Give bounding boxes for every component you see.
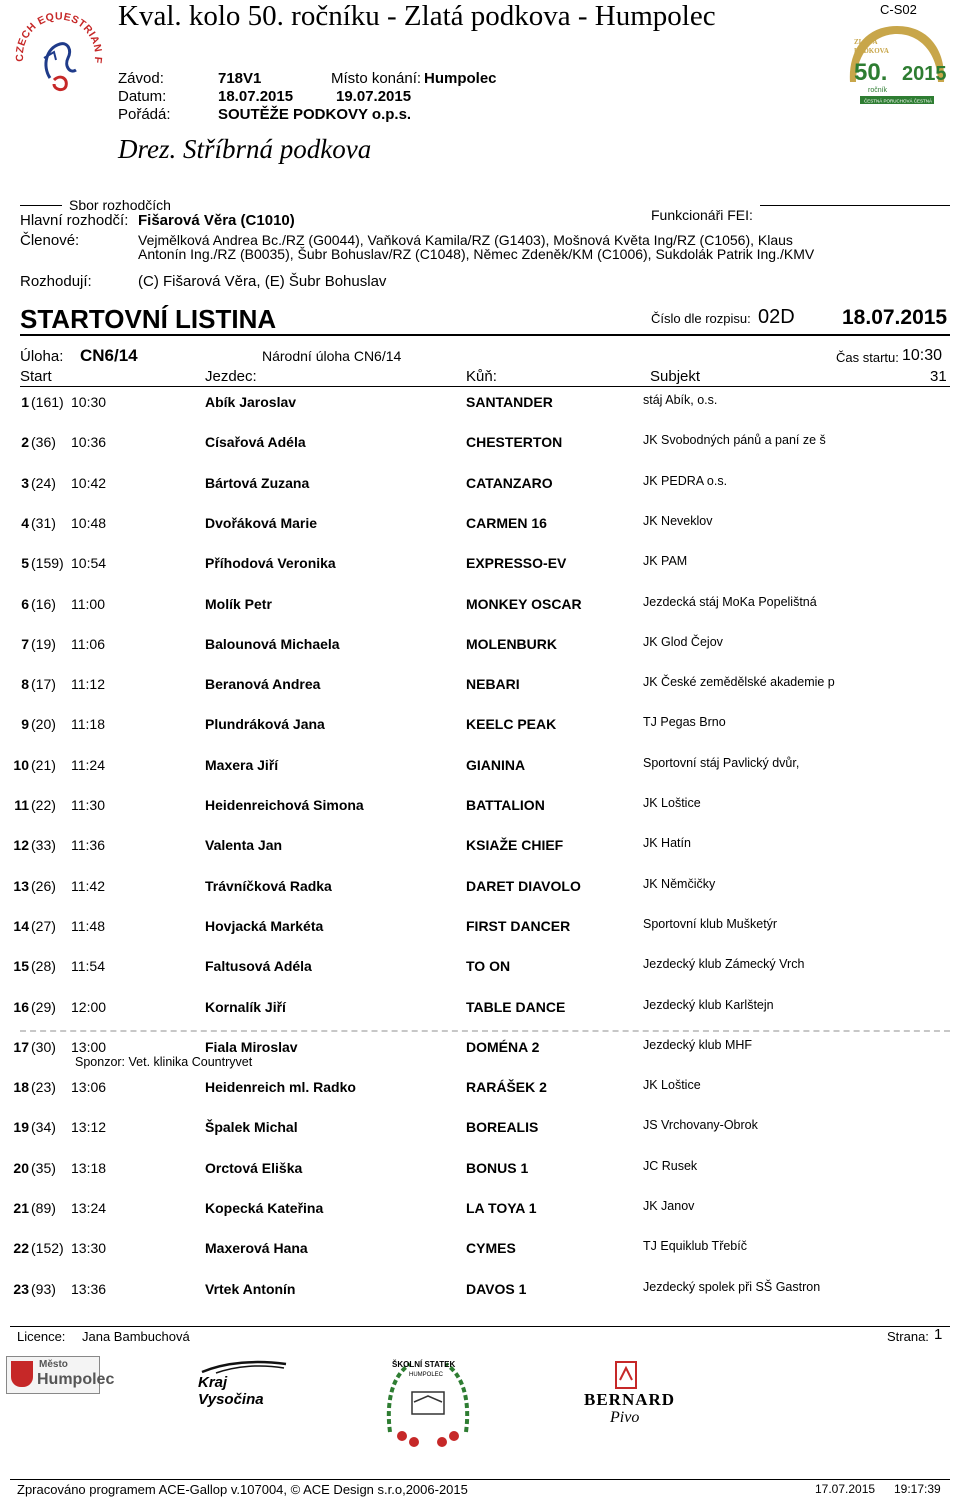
entry-rider: Valenta Jan (205, 837, 283, 853)
entry-horse: TO ON (466, 958, 511, 974)
table-row (0, 634, 960, 674)
entry-number: 18 (13, 1079, 29, 1095)
entry-time: 13:12 (71, 1119, 107, 1135)
entry-bib: (30) (31, 1039, 56, 1055)
col-start: Start (20, 368, 52, 385)
entry-time: 11:24 (71, 757, 105, 773)
table-row (0, 1238, 960, 1278)
entry-rider: Orctová Eliška (205, 1160, 303, 1176)
entry-rider: Špalek Michal (205, 1119, 298, 1135)
list-title: STARTOVNÍ LISTINA (20, 304, 277, 334)
entry-number: 12 (13, 837, 29, 853)
entry-rider: Plundráková Jana (205, 716, 325, 732)
entry-number: 19 (13, 1119, 29, 1135)
skolni-statek-sub: HUMPOLEC (409, 1372, 444, 1378)
entry-club: Sportovní klub Mušketýr (643, 917, 778, 931)
entry-horse: DOMÉNA 2 (466, 1039, 540, 1055)
table-row (0, 674, 960, 714)
entry-bib: (17) (31, 676, 56, 692)
table-row (0, 513, 960, 553)
table-row (0, 795, 960, 835)
entry-club: JK PEDRA o.s. (643, 474, 728, 488)
entry-club: Jezdecký klub Zámecký Vrch (643, 957, 805, 971)
datum-to: 19.07.2015 (336, 88, 412, 105)
entry-club: JS Vrchovany-Obrok (643, 1118, 758, 1132)
misto-label: Místo konání: (331, 70, 422, 87)
entry-horse: LA TOYA 1 (466, 1200, 537, 1216)
vysocina-logo (196, 1360, 290, 1408)
entry-rider: Vrtek Antonín (205, 1281, 296, 1297)
entry-time: 10:42 (71, 475, 107, 491)
members-line2: Antonín Ing./RZ (B0035), Šubr Bohuslav/RZ (C1048), Němec Zdeněk/KM (C1006), Sukdolák Patrik Ing./KMV (138, 246, 815, 262)
print-time: 19:17:39 (894, 1482, 941, 1496)
entry-bib: (29) (31, 999, 56, 1015)
entry-sponsor: Sponzor: Vet. klinika Countryvet (75, 1055, 253, 1069)
list-header-divider (20, 334, 950, 336)
entry-club: JK Janov (643, 1199, 695, 1213)
table-row (0, 1077, 960, 1117)
entry-bib: (24) (31, 475, 56, 491)
col-rider: Jezdec: (205, 368, 257, 385)
datum-label: Datum: (118, 88, 167, 105)
entry-bib: (159) (31, 555, 64, 571)
entry-club: Jezdecký klub Karlštejn (643, 998, 774, 1012)
chief-judge-value: Fišarová Věra (C1010) (138, 212, 295, 229)
table-row (0, 392, 960, 432)
entry-time: 13:30 (71, 1240, 107, 1256)
entry-time: 13:18 (71, 1160, 107, 1176)
entry-rider: Dvořáková Marie (205, 515, 318, 531)
bernard-crest-icon (580, 1360, 672, 1390)
table-row (0, 1198, 960, 1238)
entry-number: 14 (13, 918, 29, 934)
entry-club: JK PAM (643, 554, 688, 568)
entry-horse: MONKEY OSCAR (466, 596, 582, 612)
entry-number: 7 (21, 636, 29, 652)
entry-horse: KSIAŽE CHIEF (466, 837, 564, 853)
entry-time: 11:12 (71, 676, 105, 692)
cislo-value: 02D (758, 306, 795, 328)
entry-horse: BOREALIS (466, 1119, 539, 1135)
table-row (0, 473, 960, 513)
entry-time: 13:36 (71, 1281, 107, 1297)
humpolec-logo (6, 1356, 115, 1394)
entry-rider: Molík Petr (205, 596, 272, 612)
entry-rider: Kornalík Jiří (205, 999, 286, 1015)
porada-value: SOUTĚŽE PODKOVY o.p.s. (218, 106, 412, 123)
entry-club: JK České zemědělské akademie p (643, 675, 835, 689)
uloha-desc: Národní úloha CN6/14 (262, 348, 402, 364)
entry-horse: MOLENBURK (466, 636, 557, 652)
entry-bib: (19) (31, 636, 56, 652)
skolni-statek-logo (382, 1352, 474, 1450)
entry-horse: CARMEN 16 (466, 515, 547, 531)
members-line1: Vejmělková Andrea Bc./RZ (G0044), Vaňková Kamila/RZ (G1403), Mošnová Květa Ing/RZ (C1056), Klaus (138, 232, 793, 248)
vysocina-logo-text: Kraj Vysočina (198, 1374, 264, 1408)
entry-horse: SANTANDER (466, 394, 553, 410)
table-row (0, 553, 960, 593)
entry-bib: (28) (31, 958, 56, 974)
col-horse: Kůň: (466, 368, 497, 385)
entry-rider: Příhodová Veronika (205, 555, 336, 571)
entry-bib: (34) (31, 1119, 56, 1135)
entry-rider: Císařová Adéla (205, 434, 306, 450)
licence-label: Licence: (17, 1329, 66, 1344)
fei-label: Funkcionáři FEI: (651, 207, 753, 223)
uloha-value: CN6/14 (80, 346, 138, 365)
entry-time: 10:30 (71, 394, 107, 410)
datum-from: 18.07.2015 (218, 88, 294, 105)
entry-horse: BATTALION (466, 797, 545, 813)
page-title: Kval. kolo 50. ročníku - Zlatá podkova - Humpolec (118, 0, 716, 32)
table-row (0, 755, 960, 795)
entry-bib: (93) (31, 1281, 56, 1297)
entry-horse: GIANINA (466, 757, 526, 773)
table-row (0, 1279, 960, 1319)
federation-logo (10, 8, 106, 104)
misto-value: Humpolec (424, 70, 497, 87)
entry-bib: (33) (31, 837, 56, 853)
footer-divider (10, 1326, 950, 1327)
table-row (0, 432, 960, 472)
licence-value: Jana Bambuchová (82, 1329, 190, 1344)
entry-number: 10 (13, 757, 29, 773)
chief-judge-label: Hlavní rozhodčí: (20, 212, 129, 229)
entry-number: 13 (13, 878, 29, 894)
entry-number: 11 (14, 797, 29, 813)
event-logo-number: 50. (854, 59, 888, 86)
entry-club: Jezdecký klub MHF (643, 1038, 753, 1052)
break-separator (20, 1030, 950, 1032)
entry-club: JK Svobodných pánů a paní ze š (643, 433, 826, 447)
table-row (0, 714, 960, 754)
entry-horse: CHESTERTON (466, 434, 563, 450)
entry-rider: Heidenreich ml. Radko (205, 1079, 356, 1095)
jury-title: Sbor rozhodčích (69, 197, 171, 213)
event-logo-line1: ZLATÁ (854, 38, 878, 46)
event-logo-line2: PODKOVA (854, 47, 889, 55)
columns-divider (20, 386, 950, 387)
entry-horse: EXPRESSO-EV (466, 555, 567, 571)
entry-bib: (22) (31, 797, 56, 813)
entry-bib: (152) (31, 1240, 64, 1256)
entry-club: JK Němčičky (643, 877, 716, 891)
bernard-logo-text: BERNARD (584, 1390, 676, 1409)
entry-time: 11:06 (71, 636, 105, 652)
document-code: C-S02 (880, 2, 917, 17)
entry-number: 20 (13, 1160, 29, 1176)
skolni-statek-title: ŠKOLNÍ STATEK (392, 1360, 456, 1369)
entry-club: stáj Abík, o.s. (643, 393, 718, 407)
entry-bib: (16) (31, 596, 56, 612)
fei-divider (760, 205, 950, 206)
table-row (0, 1117, 960, 1157)
entry-number: 15 (13, 958, 29, 974)
zavod-value: 718V1 (218, 70, 262, 87)
entry-horse: RARÁŠEK 2 (466, 1079, 547, 1095)
entry-number: 5 (21, 555, 29, 571)
entry-time: 10:36 (71, 434, 107, 450)
entry-rider: Heidenreichová Simona (205, 797, 364, 813)
entry-time: 12:00 (71, 999, 107, 1015)
uloha-label: Úloha: (20, 348, 64, 365)
entry-number: 8 (21, 676, 29, 692)
table-row (0, 835, 960, 875)
list-date: 18.07.2015 (842, 306, 948, 329)
entry-time: 13:24 (71, 1200, 107, 1216)
entry-club: JK Glod Čejov (643, 635, 723, 649)
entry-count: 31 (930, 368, 947, 385)
entry-club: Jezdecký spolek při SŠ Gastron (643, 1280, 821, 1294)
entry-rider: Kopecká Kateřina (205, 1200, 324, 1216)
entry-number: 16 (13, 999, 29, 1015)
judges-value: (C) Fišarová Věra, (E) Šubr Bohuslav (138, 273, 387, 290)
entry-rider: Fiala Miroslav (205, 1039, 298, 1055)
entry-rider: Maxera Jiří (205, 757, 279, 773)
bernard-logo-sub: Pivo (610, 1409, 640, 1426)
entry-rider: Beranová Andrea (205, 676, 321, 692)
event-logo-word: ročník (868, 87, 888, 94)
entry-club: JK Loštice (643, 796, 701, 810)
entry-number: 2 (21, 434, 29, 450)
entry-club: JK Hatín (643, 836, 691, 850)
table-row (0, 1037, 960, 1077)
entry-time: 11:36 (71, 837, 105, 853)
entry-time: 11:18 (71, 716, 105, 732)
entry-club: TJ Equiklub Třebíč (643, 1239, 747, 1253)
jury-divider-left (20, 205, 62, 206)
event-logo (842, 22, 952, 114)
entry-club: TJ Pegas Brno (643, 715, 726, 729)
entry-number: 23 (13, 1281, 29, 1297)
entry-time: 11:30 (71, 797, 105, 813)
entry-number: 17 (13, 1039, 29, 1055)
entry-horse: CYMES (466, 1240, 516, 1256)
entry-time: 10:54 (71, 555, 107, 571)
entry-time: 13:06 (71, 1079, 107, 1095)
entry-rider: Trávníčková Radka (205, 878, 332, 894)
entry-time: 11:42 (71, 878, 105, 894)
entry-horse: NEBARI (466, 676, 520, 692)
print-date: 17.07.2015 (815, 1482, 876, 1496)
table-row (0, 876, 960, 916)
entry-bib: (23) (31, 1079, 56, 1095)
entry-number: 3 (21, 475, 29, 491)
entry-bib: (21) (31, 757, 56, 773)
entry-bib: (31) (31, 515, 56, 531)
entry-horse: BONUS 1 (466, 1160, 529, 1176)
porada-label: Pořádá: (118, 106, 171, 123)
entry-rider: Balounová Michaela (205, 636, 340, 652)
humpolec-logo-top: Město (39, 1359, 68, 1370)
entry-rider: Hovjacká Markéta (205, 918, 324, 934)
entry-club: JC Rusek (643, 1159, 698, 1173)
entry-club: Jezdecká stáj MoKa Popelištná (643, 595, 817, 609)
judges-label: Rozhodují: (20, 273, 92, 290)
entry-rider: Faltusová Adéla (205, 958, 312, 974)
entry-time: 10:48 (71, 515, 107, 531)
entry-horse: TABLE DANCE (466, 999, 566, 1015)
entry-horse: KEELC PEAK (466, 716, 557, 732)
entry-number: 6 (21, 596, 29, 612)
bottom-divider (10, 1479, 950, 1480)
table-row (0, 594, 960, 634)
entry-time: 13:00 (71, 1039, 107, 1055)
bernard-logo (580, 1360, 676, 1428)
svg-text:CZECH EQUESTRIAN FEDERATION: CZECH EQUESTRIAN F (13, 10, 105, 65)
entry-rider: Abík Jaroslav (205, 394, 297, 410)
entry-bib: (161) (31, 394, 64, 410)
entry-bib: (27) (31, 918, 56, 934)
humpolec-logo-name: Humpolec (37, 1371, 115, 1388)
entry-number: 1 (21, 394, 29, 410)
entry-number: 9 (21, 716, 29, 732)
vysocina-swoosh-icon (196, 1360, 290, 1374)
col-club: Subjekt (650, 368, 701, 385)
entry-number: 21 (13, 1200, 29, 1216)
entry-time: 11:00 (71, 596, 105, 612)
entry-rider: Maxerová Hana (205, 1240, 308, 1256)
cislo-label: Číslo dle rozpisu: (651, 311, 751, 326)
entry-club: JK Loštice (643, 1078, 701, 1092)
cas-label: Čas startu: (836, 350, 899, 365)
entry-horse: FIRST DANCER (466, 918, 571, 934)
entry-number: 22 (13, 1240, 29, 1256)
zavod-label: Závod: (118, 70, 164, 87)
generated-by: Zpracováno programem ACE-Gallop v.107004, © ACE Design s.r.o,2006-2015 (17, 1482, 468, 1497)
table-row (0, 1158, 960, 1198)
event-logo-year: 2015 (902, 63, 947, 85)
event-logo-ribbon: ČESTNÁ PORUCHOVÁ ČESTNÁ (864, 98, 933, 104)
city-crest-icon (11, 1361, 33, 1387)
entry-bib: (20) (31, 716, 56, 732)
entry-rider: Bártová Zuzana (205, 475, 310, 491)
entry-number: 4 (21, 515, 29, 531)
page-label: Strana: (887, 1329, 929, 1344)
entry-time: 11:54 (71, 958, 105, 974)
table-row (0, 916, 960, 956)
competition-name: Drez. Stříbrná podkova (118, 134, 372, 164)
entry-bib: (89) (31, 1200, 56, 1216)
cas-value: 10:30 (902, 347, 943, 364)
entry-horse: DARET DIAVOLO (466, 878, 581, 894)
entry-horse: CATANZARO (466, 475, 553, 491)
members-label: Členové: (20, 232, 80, 249)
entry-horse: DAVOS 1 (466, 1281, 527, 1297)
entry-club: Sportovní stáj Pavlický dvůr, (643, 756, 800, 770)
entry-time: 11:48 (71, 918, 105, 934)
page-value: 1 (934, 1326, 943, 1343)
entry-bib: (36) (31, 434, 56, 450)
entry-club: JK Neveklov (643, 514, 713, 528)
entry-bib: (26) (31, 878, 56, 894)
table-row (0, 956, 960, 996)
entry-bib: (35) (31, 1160, 56, 1176)
